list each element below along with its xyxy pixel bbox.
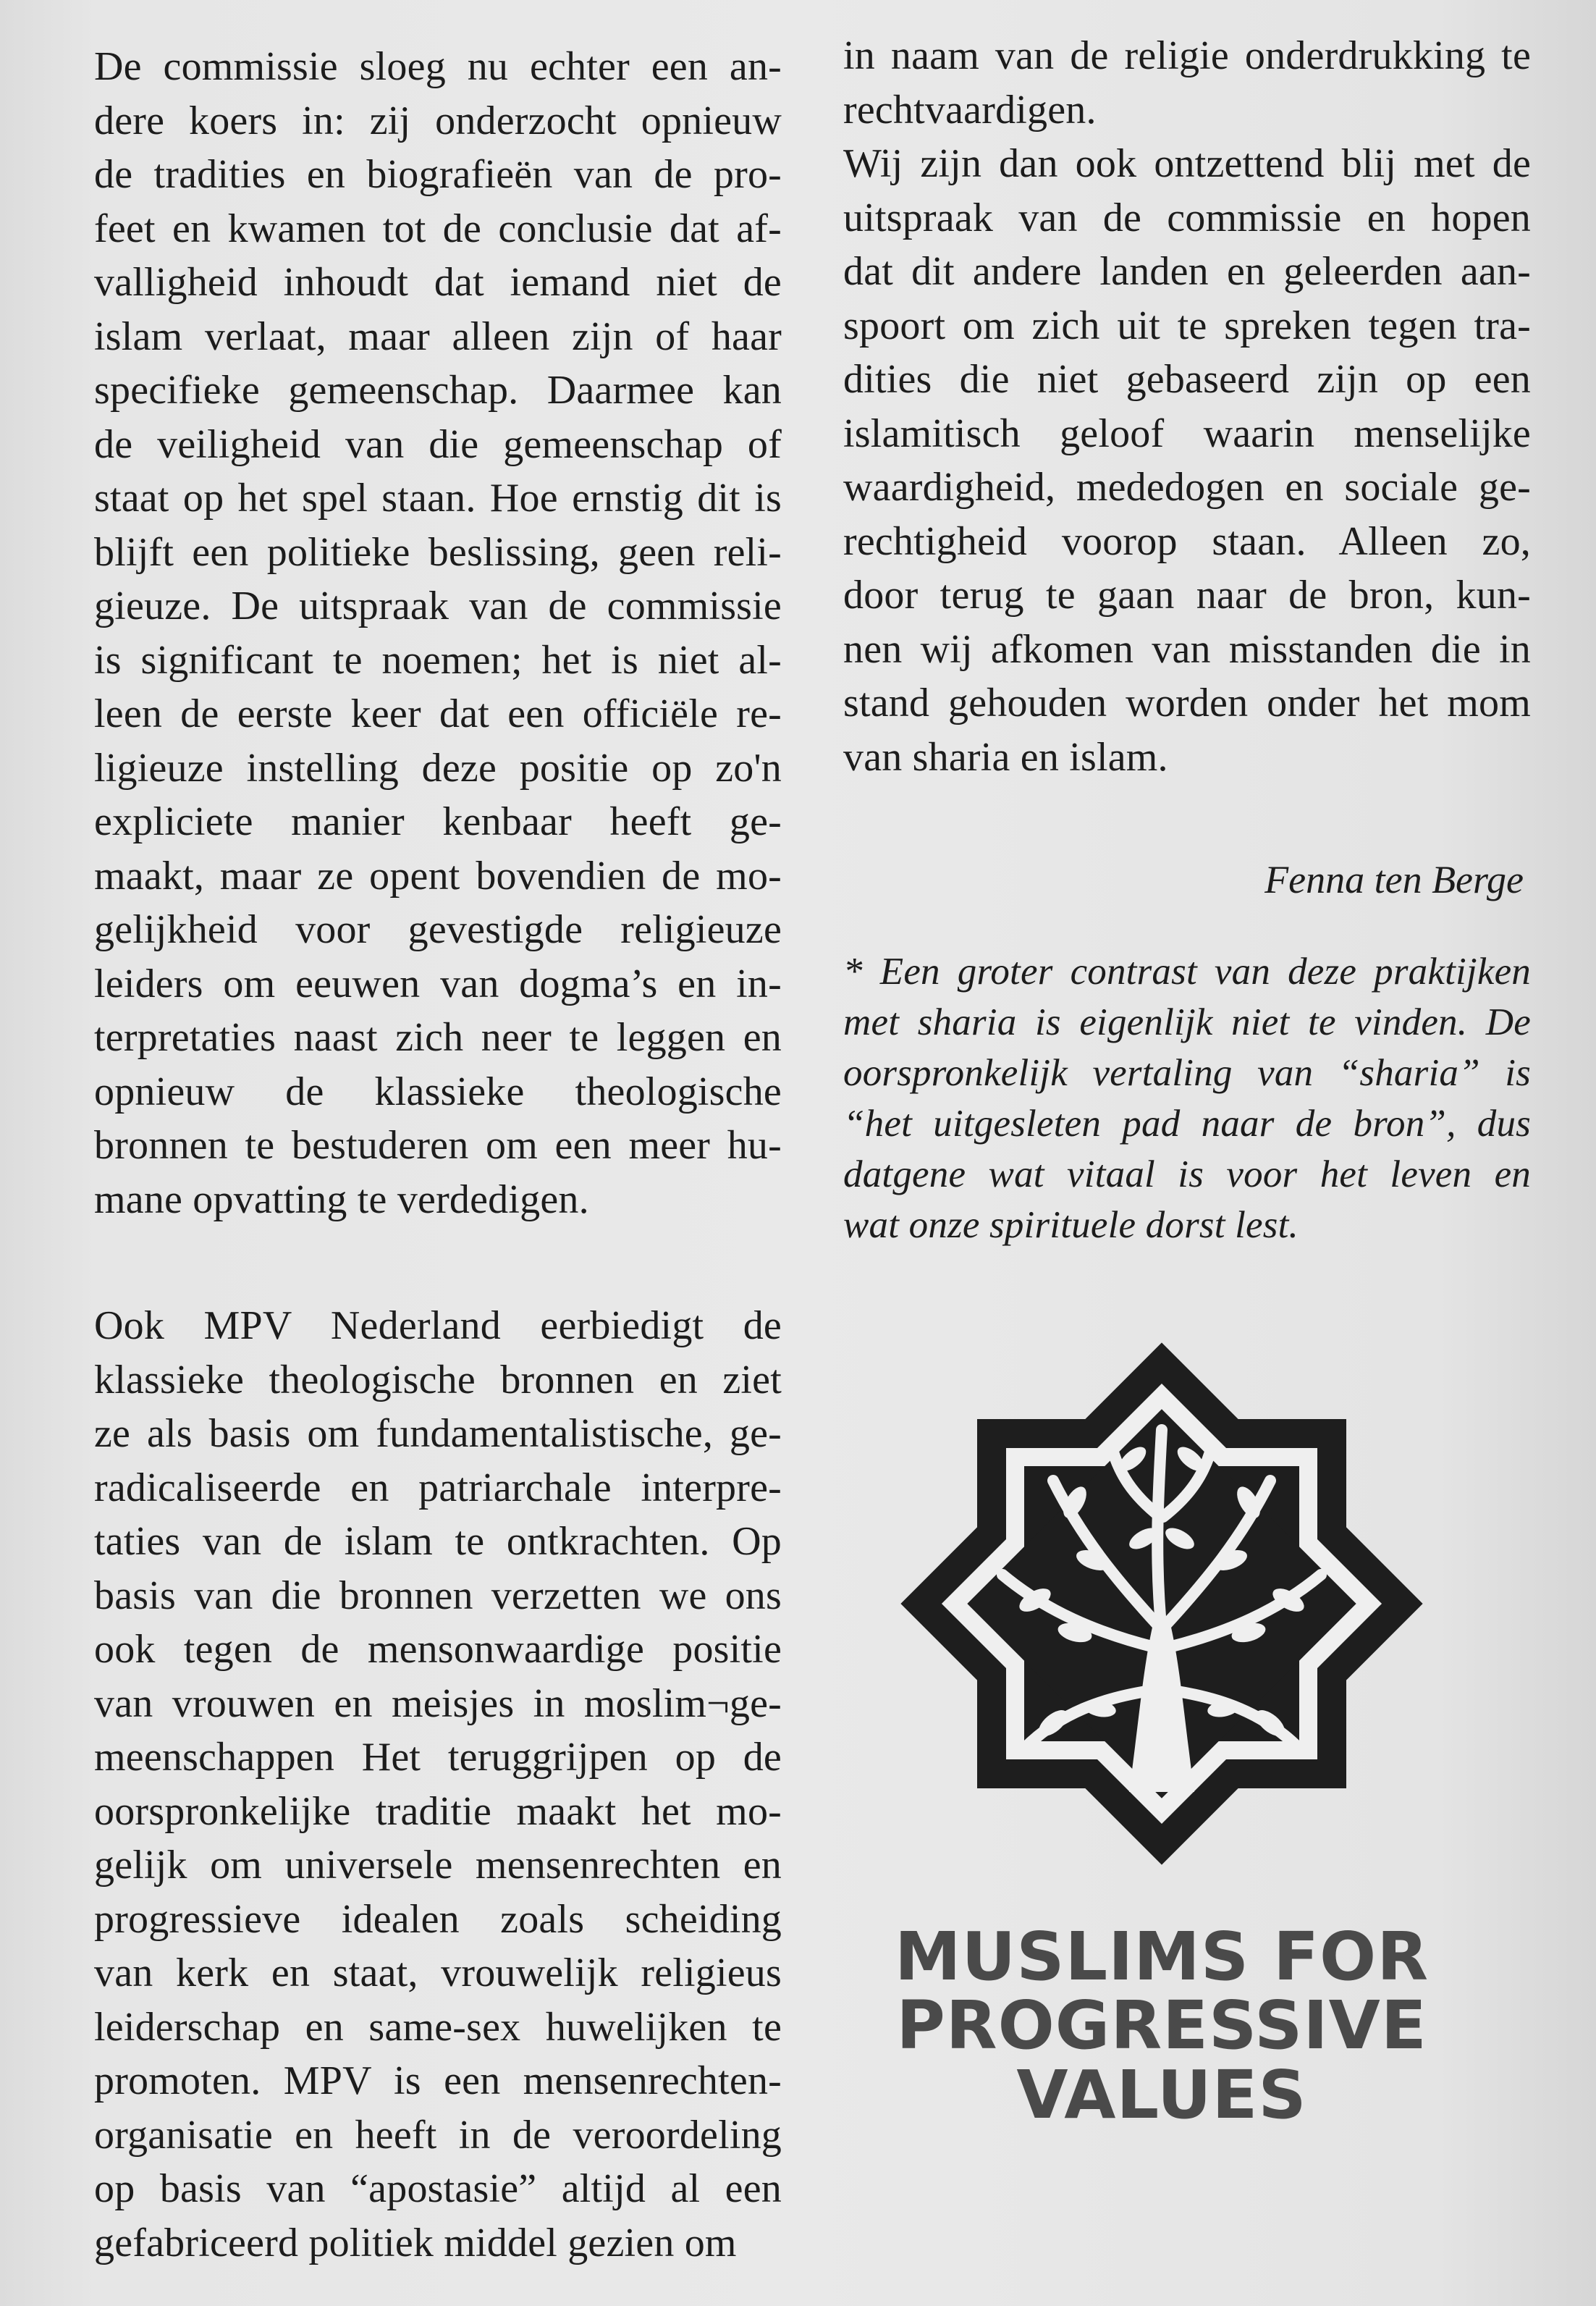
text-line: waardigheid, mededogen en sociale ge- (843, 465, 1531, 510)
mpv-logo (887, 1303, 1437, 2134)
left-paragraph-1 (94, 40, 782, 1226)
text-line: taties van de islam te ontkrachten. Op (94, 1519, 782, 1564)
text-line: gieuze. De uitspraak van de commissie (94, 584, 782, 628)
text-line: de veiligheid van die gemeenschap of (94, 421, 782, 467)
text-line: door terug te gaan naar de bron, kun- (843, 573, 1531, 618)
text-line: leiders om eeuwen van dogma’s en in- (94, 961, 782, 1006)
text-line: spoort om zich uit te spreken tegen tra- (843, 303, 1531, 348)
logo-text-line-2: PROGRESSIVE VALUES (896, 1987, 1427, 2134)
text-line: ligieuze instelling deze positie op zo'n (94, 745, 782, 791)
author-signature: Fenna ten Berge (1264, 858, 1524, 901)
text-line: van vrouwen en meisjes in moslim¬ge- (94, 1680, 782, 1726)
text-line: gelijkheid voor gevestigde religieuze (94, 907, 782, 952)
text-line: specifieke gemeenschap. Daarmee kan (94, 368, 782, 413)
right-column (843, 29, 1531, 1250)
footnote-line: wat onze spirituele dorst lest. (843, 1204, 1299, 1246)
text-line: oorspronkelijke traditie maakt het mo- (94, 1788, 782, 1834)
text-line: expliciete manier kenbaar heeft ge- (94, 799, 782, 844)
text-line: de tradities en biografieën van de pro- (94, 152, 782, 197)
text-line: stand gehouden worden onder het mom (843, 681, 1531, 725)
left-column (94, 40, 782, 2270)
text-line: dities die niet gebaseerd zijn op een (843, 357, 1531, 402)
text-line: leiderschap en same-sex huwelijken te (94, 2004, 782, 2050)
logo-text-line-1: MUSLIMS FOR (894, 1918, 1430, 1995)
text-line: islam verlaat, maar alleen zijn of haar (94, 314, 782, 359)
text-line: maakt, maar ze opent bovendien de mo- (94, 853, 782, 899)
text-line: klassieke theologische bronnen en ziet (94, 1357, 782, 1402)
text-line: radicaliseerde en patriarchale interpre- (94, 1465, 782, 1510)
text-line: organisatie en heeft in de veroordeling (94, 2112, 782, 2158)
footnote-line: * Een groter contrast van deze praktijken (843, 951, 1531, 993)
left-paragraph-2 (94, 1299, 782, 2270)
text-line: meenschappen Het teruggrijpen op de (94, 1735, 782, 1780)
footnote-line: datgene wat vitaal is voor het leven en (843, 1153, 1531, 1195)
text-line: mane opvatting te verdedigen. (94, 1177, 589, 1222)
paragraph-gap (94, 1226, 782, 1299)
footnote-line: “het uitgesleten pad naar de bron”, dus (843, 1103, 1531, 1145)
text-line: basis van die bronnen verzetten we ons (94, 1573, 782, 1618)
text-line: van kerk en staat, vrouwelijk religieus (94, 1951, 782, 1995)
text-line: Ook MPV Nederland eerbiedigt de (94, 1303, 782, 1348)
right-paragraph-2 (843, 137, 1531, 784)
text-line: dat dit andere landen en geleerden aan- (843, 249, 1531, 294)
text-line: dere koers in: zij onderzocht opnieuw (94, 98, 782, 143)
eight-point-star-tree-icon (887, 1303, 1437, 1919)
text-line: ze als basis om fundamentalistische, ge- (94, 1411, 782, 1456)
text-line: Wij zijn dan ook ontzettend blij met de (843, 141, 1531, 186)
text-line: De commissie sloeg nu echter een an- (94, 44, 782, 89)
text-line: ook tegen de mensonwaardige positie (94, 1627, 782, 1672)
text-line: leen de eerste keer dat een officiële re- (94, 691, 782, 736)
text-line: rechtigheid voorop staan. Alleen zo, (843, 518, 1531, 564)
text-line: promoten. MPV is een mensenrechten- (94, 2058, 782, 2103)
text-line: islamitisch geloof waarin menselijke (843, 411, 1531, 456)
footnote-line: met sharia is eigenlijk niet te vinden. De (843, 1001, 1531, 1043)
text-line: blijft een politieke beslissing, geen reli- (94, 529, 782, 575)
text-line: feet en kwamen tot de conclusie dat af- (94, 206, 782, 251)
text-line: opnieuw de klassieke theologische (94, 1069, 782, 1114)
text-line: terpretaties naast zich neer te leggen en (94, 1015, 782, 1060)
footnote-line: oorspronkelijk vertaling van “sharia” is (843, 1052, 1531, 1094)
text-line: van sharia en islam. (843, 734, 1168, 780)
text-line: rechtvaardigen. (843, 87, 1097, 132)
text-line: staat op het spel staan. Hoe ernstig dit is (94, 476, 782, 521)
text-line: is significant te noemen; het is niet al- (94, 637, 782, 683)
right-paragraph-1 (843, 29, 1531, 137)
text-line: nen wij afkomen van misstanden die in (843, 626, 1531, 672)
text-line: progressieve idealen zoals scheiding (94, 1896, 782, 1942)
text-line: uitspraak van de commissie en hopen (843, 195, 1531, 240)
text-line: gelijk om universele mensenrechten en (94, 1843, 782, 1888)
text-line: gefabriceerd politiek middel gezien om (94, 2220, 737, 2265)
text-line: in naam van de religie onderdrukking te (843, 33, 1531, 78)
text-line: bronnen te bestuderen om een meer hu- (94, 1123, 782, 1168)
text-line: op basis van “apostasie” altijd al een (94, 2166, 782, 2211)
text-line: valligheid inhoudt dat iemand niet de (94, 260, 782, 305)
footnote (843, 946, 1531, 1250)
